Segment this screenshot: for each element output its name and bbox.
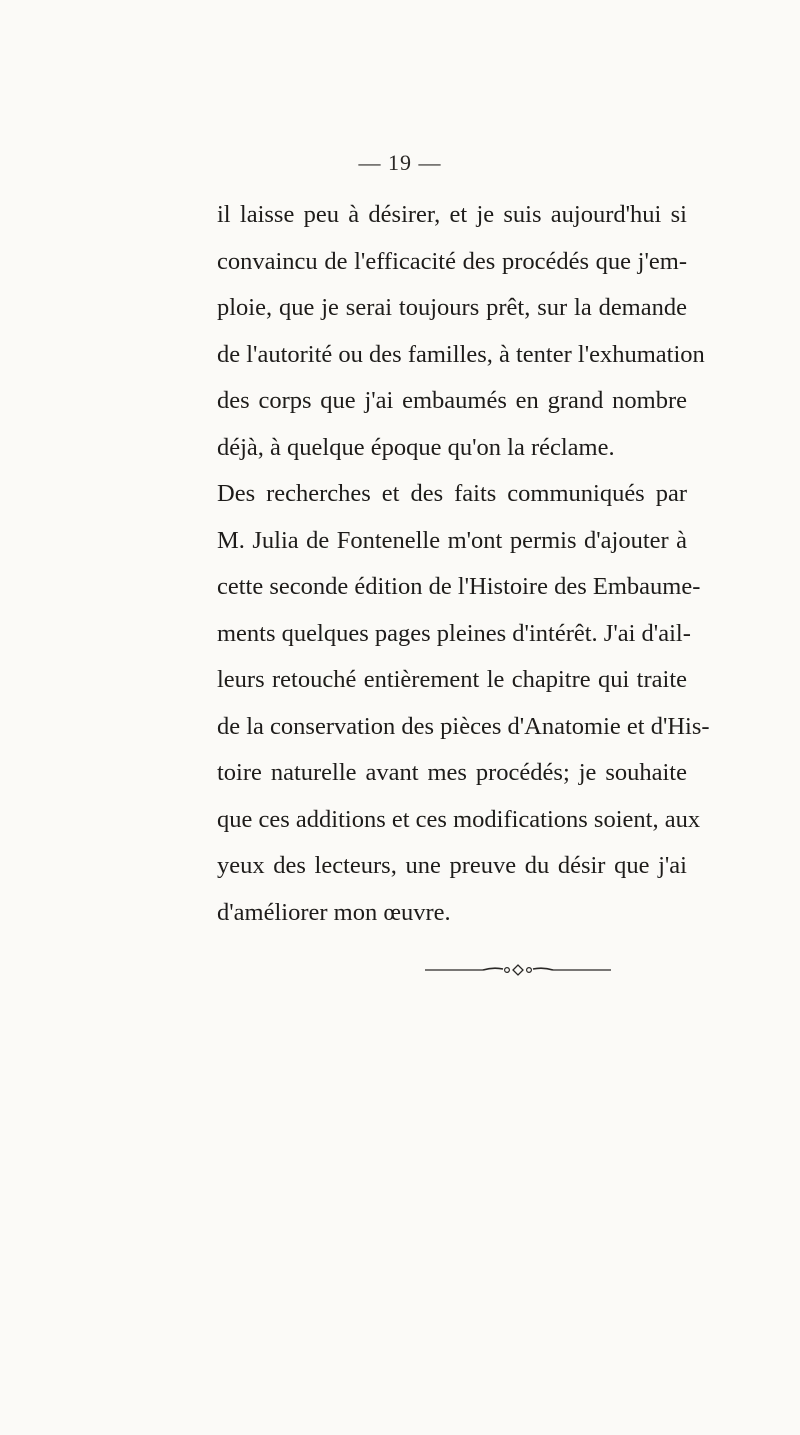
text-line-10: ments quelques pages pleines d'intérêt. J'ai d'ail-: [217, 619, 691, 647]
text-line-6: déjà, à quelque époque qu'on la réclame.: [217, 433, 615, 461]
page-number: — 19 —: [358, 150, 442, 175]
text-line-3: ploie, que je serai toujours prêt, sur la demande: [217, 294, 687, 321]
body-text: [217, 192, 710, 936]
text-line-1: il laisse peu à désirer, et je suis aujourd'hui si: [217, 201, 687, 228]
text-line-13: toire naturelle avant mes procédés; je souhaite: [217, 759, 687, 786]
text-line-15: yeux des lecteurs, une preuve du désir que j'ai: [217, 852, 687, 879]
end-ornament-icon: [425, 964, 611, 976]
text-line-16: d'améliorer mon œuvre.: [217, 898, 451, 926]
text-line-7: Des recherches et des faits communiqués par: [217, 480, 687, 507]
text-line-5: des corps que j'ai embaumés en grand nombre: [217, 387, 687, 414]
text-line-4: de l'autorité ou des familles, à tenter l'exhumation: [217, 340, 705, 368]
text-line-11: leurs retouché entièrement le chapitre qui traite: [217, 666, 687, 693]
text-line-12: de la conservation des pièces d'Anatomie et d'His-: [217, 712, 710, 740]
text-line-14: que ces additions et ces modifications soient, aux: [217, 805, 701, 833]
text-line-2: convaincu de l'efficacité des procédés que j'em-: [217, 247, 687, 275]
text-line-8: M. Julia de Fontenelle m'ont permis d'ajouter à: [217, 526, 687, 554]
text-line-9: cette seconde édition de l'Histoire des Embaume-: [217, 573, 701, 600]
